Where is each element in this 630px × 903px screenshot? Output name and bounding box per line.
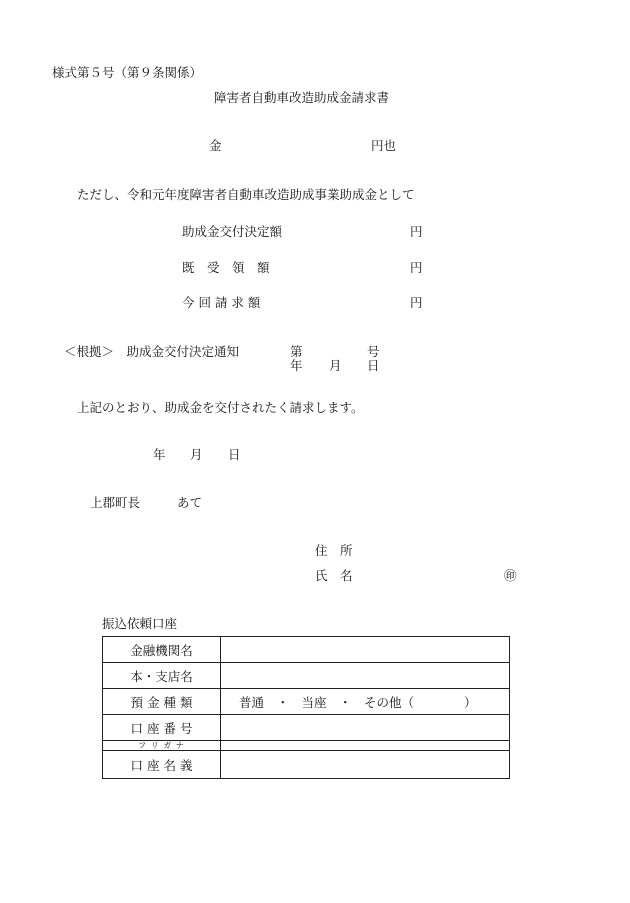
table-row bbox=[103, 715, 510, 741]
date-year: 年 bbox=[153, 447, 166, 462]
account-holder-field[interactable] bbox=[221, 751, 510, 779]
furigana-field[interactable] bbox=[221, 741, 510, 751]
name-label: 氏 名 bbox=[315, 568, 353, 583]
bank-heading: 振込依頼口座 bbox=[102, 616, 178, 631]
date-month: 月 bbox=[190, 447, 203, 462]
purpose-text: ただし、令和元年度障害者自動車改造助成事業助成金として bbox=[77, 187, 415, 202]
basis-number-prefix: 第 bbox=[290, 344, 303, 359]
basis-month: 月 bbox=[329, 358, 342, 373]
page-title: 障害者自動車改造助成金請求書 bbox=[214, 90, 390, 105]
item-label-request: 今 回 請 求 額 bbox=[182, 295, 261, 310]
basis-day: 日 bbox=[367, 358, 380, 373]
deposit-type-label: 預 金 種 類 bbox=[103, 689, 221, 715]
table-row bbox=[103, 637, 510, 663]
form-number: 様式第５号（第９条関係） bbox=[52, 65, 203, 80]
item-label-decided: 助成金交付決定額 bbox=[182, 224, 283, 239]
branch-name-label: 本・支店名 bbox=[103, 663, 221, 689]
account-number-field[interactable] bbox=[221, 715, 510, 741]
furigana-label: フ リ ガ ナ bbox=[103, 741, 221, 751]
date-day: 日 bbox=[228, 447, 241, 462]
account-number-label: 口 座 番 号 bbox=[103, 715, 221, 741]
item-unit-request: 円 bbox=[410, 295, 423, 310]
table-row bbox=[103, 689, 510, 715]
seal-mark: ㊞ bbox=[504, 568, 517, 583]
amount-prefix: 金 bbox=[209, 138, 222, 153]
table-row bbox=[103, 751, 510, 779]
bank-name-label: 金融機関名 bbox=[103, 637, 221, 663]
request-statement: 上記のとおり、助成金を交付されたく請求します。 bbox=[77, 400, 364, 415]
addressee-suffix: あて bbox=[177, 495, 203, 510]
branch-name-field[interactable] bbox=[221, 663, 510, 689]
item-label-received: 既 受 領 額 bbox=[182, 260, 270, 275]
basis-label: ＜根拠＞ 助成金交付決定通知 bbox=[64, 344, 240, 359]
table-row bbox=[103, 741, 510, 751]
item-unit-received: 円 bbox=[410, 260, 423, 275]
bank-name-field[interactable] bbox=[221, 637, 510, 663]
basis-number-suffix: 号 bbox=[367, 344, 380, 359]
deposit-type-field[interactable]: 普通 ・ 当座 ・ その他（ ） bbox=[221, 689, 510, 715]
account-holder-label: 口 座 名 義 bbox=[103, 751, 221, 779]
item-unit-decided: 円 bbox=[410, 224, 423, 239]
address-label: 住 所 bbox=[315, 543, 353, 558]
amount-suffix: 円也 bbox=[371, 138, 397, 153]
bank-account-table bbox=[102, 636, 510, 779]
addressee-name: 上郡町長 bbox=[90, 495, 141, 510]
table-row bbox=[103, 663, 510, 689]
basis-year: 年 bbox=[290, 358, 303, 373]
